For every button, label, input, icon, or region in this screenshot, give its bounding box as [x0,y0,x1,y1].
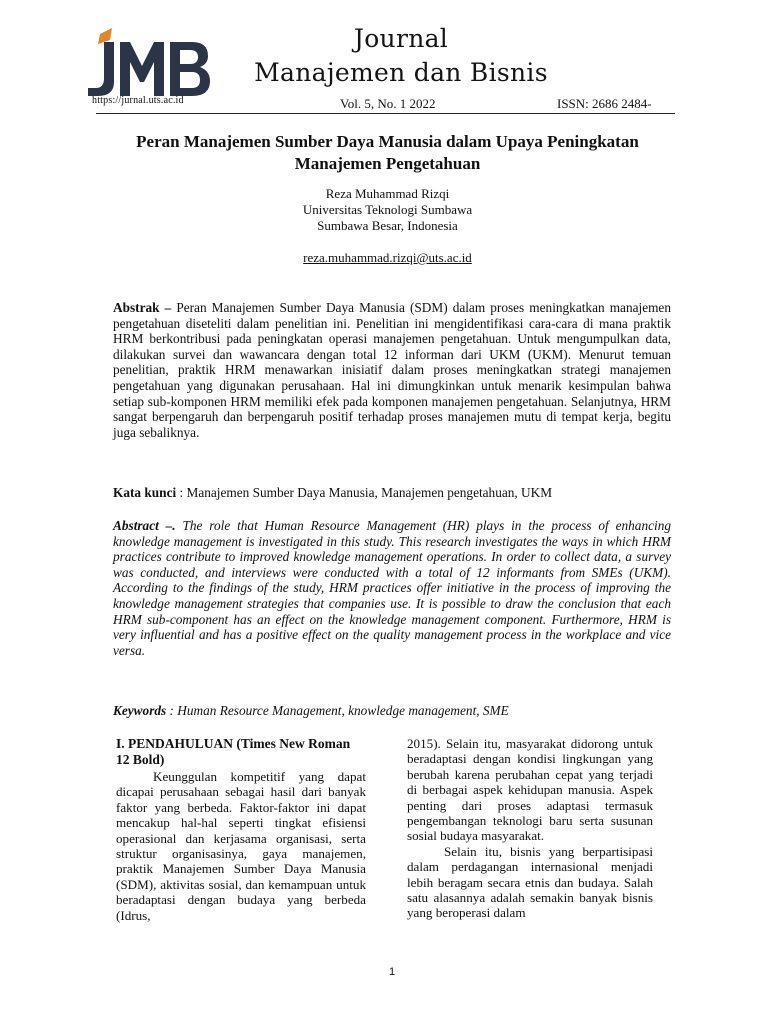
kata-kunci-label: Kata kunci [113,485,177,500]
kata-kunci-paragraph [113,485,671,501]
abstrak-paragraph [113,300,671,440]
journal-title-line1: Journal [353,24,449,53]
logo-text: JMB [86,28,88,29]
kata-kunci-text: : Manajemen Sumber Daya Manusia, Manajemen pengetahuan, UKM [176,485,553,500]
author-block [190,186,585,234]
abstract-text: The role that Human Resource Management (HR) plays in the process of enhancing knowledge management is investigated in this study. This research investigates the ways in which HRM practices contribute to improved knowledge management operations. In order to collect data, a survey was conducted, and interviews were conducted with a total of 12 informants from SMEs (UKM). According to the findings of the study, HRM practices offer initiative in the process of improving the knowledge management strategies that companies use. It is possible to draw the conclusion that each HRM sub-component has an effect on the knowledge management component. Furthermore, HRM is very influential and has a positive effect on the quality management process in the workplace and vice versa. [113,518,671,658]
keywords-text: : Human Resource Management, knowledge management, SME [166,703,509,718]
body-paragraph: Keunggulan kompetitif yang dapat dicapai perusahaan sebagai hasil dari banyak faktor yang berbeda. Faktor-faktor ini dapat mencakup hal-hal seperti tingkat efisiensi operasional dan kerjasama organisasi, serta struktur organisasinya, gaya manajemen, praktik Manajemen Sumber Daya Manusia (SDM), aktivitas sosial, dan kemampuan untuk beradaptasi dengan budaya yang berbeda (Idrus, [116,769,366,923]
logo-letter-j [88,42,114,96]
abstrak-label: Abstrak – [113,300,172,315]
logo-letter-b [170,42,210,96]
jmb-logo [86,28,212,100]
keywords-label: Keywords [113,703,167,718]
journal-title-line2: Manajemen dan Bisnis [254,58,548,87]
volume-info: Vol. 5, No. 1 2022 [340,96,436,111]
author-name: Reza Muhammad Rizqi [325,186,450,201]
logo-accent-orange [98,28,112,44]
journal-url[interactable]: https://jurnal.uts.ac.id [92,95,184,106]
journal-title [236,22,566,90]
body-paragraph: Selain itu, bisnis yang berpartisipasi dalam perdagangan internasional menjadi lebih beragam secara etnis dan budaya. Salah satu alasannya adalah semakin banyak bisnis yang beroperasi dalam [407,843,653,921]
body-paragraph: 2015). Selain itu, masyarakat didorong untuk beradaptasi dengan kondisi lingkungan yang berubah karena perubahan cepat yang terjadi di berbagai aspek kehidupan manusia. Aspek penting dari proses adaptasi termasuk pengembangan teknologi baru serta susunan sosial budaya masyarakat. [407,736,653,844]
issn-info: ISSN: 2686 2484- [557,96,652,111]
header-divider [96,113,675,114]
section-heading: I. PENDAHULUAN (Times New Roman 12 Bold) [116,736,351,767]
abstract-paragraph [113,518,671,658]
article-title: Peran Manajemen Sumber Daya Manusia dalam Upaya Peningkatan Manajemen Pengetahuan [136,132,639,173]
keywords-paragraph [113,703,671,719]
abstract-label: Abstract –. [113,518,176,533]
logo-letter-m [120,42,164,96]
page-number: 1 [389,966,396,978]
body-column-left [116,736,366,923]
author-location: Sumbawa Besar, Indonesia [317,218,458,233]
abstrak-text: Peran Manajemen Sumber Daya Manusia (SDM) dalam proses meningkatkan manajemen pengetahuan diseteliti dalam penelitian ini. Penelitian ini mengidentifikasi cara-cara di mana praktik HRM berkontribusi pada peningkatan operasi manajemen pengetahuan. Untuk mengumpulkan data, dilakukan survei dan wawancara dengan total 12 informan dari UKM (UKM). Menurut temuan penelitian, praktik HRM menawarkan inisiatif dalam proses meningkatkan strategi manajemen pengetahuan yang digunakan perusahaan. Hal ini dimungkinkan untuk menarik kesimpulan bahwa setiap sub-komponen HRM memiliki efek pada komponen manajemen pengetahuan. Selanjutnya, HRM sangat berpengaruh dan berpengaruh positif terhadap proses manajemen mutu di tempat kerja, begitu juga sebaliknya. [113,300,671,440]
author-affiliation: Universitas Teknologi Sumbawa [302,202,473,217]
author-email-link[interactable]: reza.muhammad.rizqi@uts.ac.id [303,250,472,265]
body-column-right [407,736,653,921]
